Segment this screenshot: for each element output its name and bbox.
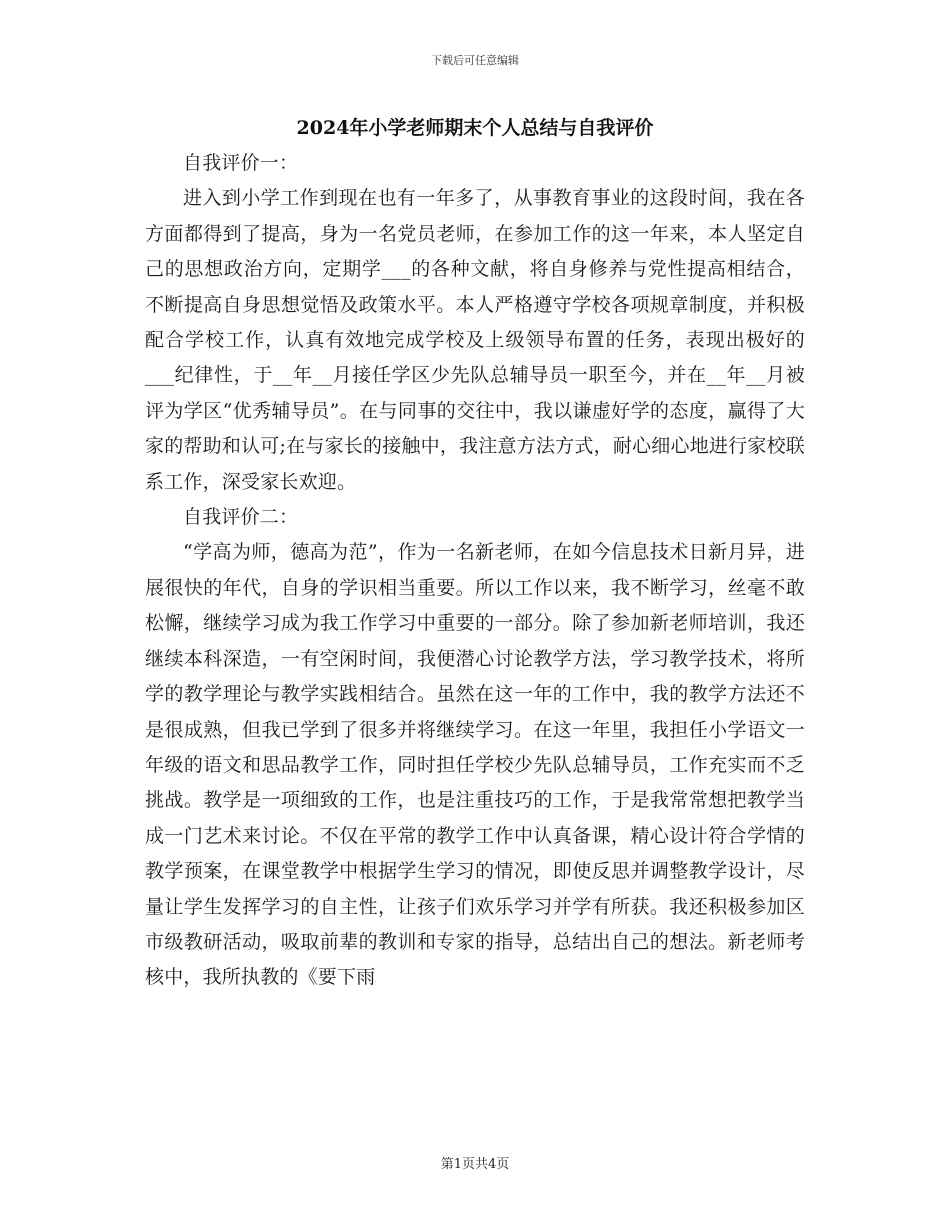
- document-body: [145, 146, 805, 996]
- paragraph-2: “学高为师，德高为范”，作为一名新老师，在如今信息技术日新月异，进展很快的年代，自身的学识相当重要。所以工作以来，我不断学习，丝毫不敢松懈，继续学习成为我工作学习中重要的一部分。除了参加新老师培训，我还继续本科深造，一有空闲时间，我便潜心讨论教学方法，学习教学技术，将所学的教学理论与教学实践相结合。虽然在这一年的工作中，我的教学方法还不是很成熟，但我已学到了很多并将继续学习。在这一年里，我担任小学语文一年级的语文和思品教学工作，同时担任学校少先队总辅导员，工作充实而不乏挑战。教学是一项细致的工作，也是注重技巧的工作，于是我常常想把教学当成一门艺术来讨论。不仅在平常的教学工作中认真备课，精心设计符合学情的教学预案，在课堂教学中根据学生学习的情况，即使反思并调整教学设计，尽量让学生发挥学习的自主性，让孩子们欢乐学习并学有所获。我还积极参加区市级教研活动，吸取前辈的教训和专家的指导，总结出自己的想法。新老师考核中，我所执教的《要下雨: [145, 541, 805, 989]
- document-title: 2024年小学老师期末个人总结与自我评价: [296, 117, 654, 139]
- page-header-note: 下载后可任意编辑: [431, 54, 519, 67]
- section-heading-1: 自我评价一：: [183, 152, 299, 174]
- section-heading-2: 自我评价二：: [183, 506, 299, 529]
- paragraph-1: 进入到小学工作到现在也有一年多了，从事教育事业的这段时间，我在各方面都得到了提高，身为一名党员老师，在参加工作的这一年来，本人坚定自己的思想政治方向，定期学___的各种文献，将自身修养与党性提高相结合，不断提高自身思想觉悟及政策水平。本人严格遵守学校各项规章制度，并积极配合学校工作，认真有效地完成学校及上级领导布置的任务，表现出极好的___纪律性，于__年__月接任学区少先队总辅导员一职至今，并在__年__月被评为学区“优秀辅导员”。在与同事的交往中，我以谦虚好学的态度，赢得了大家的帮助和认可;在与家长的接触中，我注意方法方式，耐心细心地进行家校联系工作，深受家长欢迎。: [145, 187, 805, 493]
- page-number: 第1页共4页: [440, 1157, 510, 1172]
